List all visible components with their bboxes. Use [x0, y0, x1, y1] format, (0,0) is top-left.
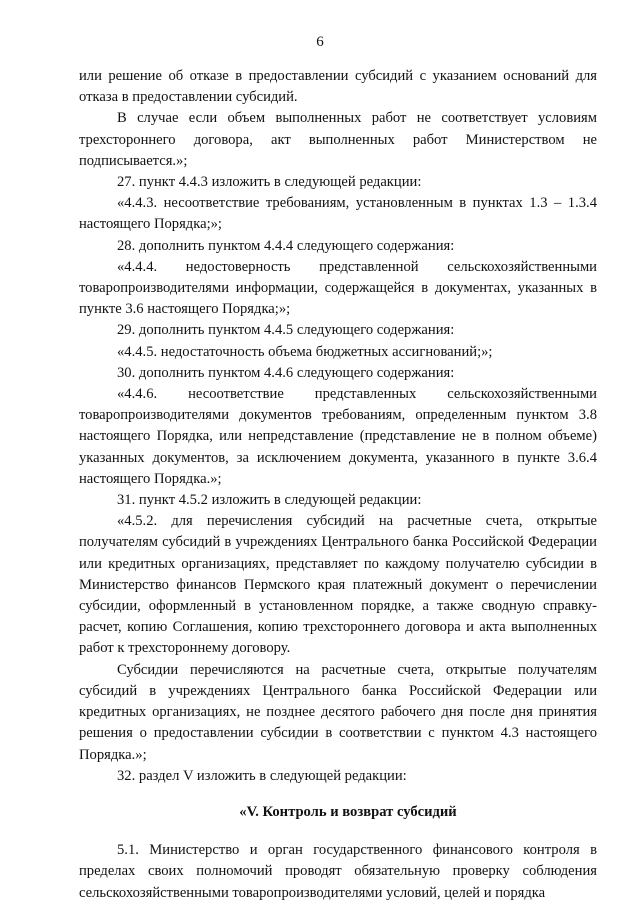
section-title: «V. Контроль и возврат субсидий [239, 803, 457, 820]
document-body [79, 66, 597, 904]
page-number: 6 [316, 34, 324, 50]
paragraph: «4.4.3. несоответствие требованиям, установленным в пунктах 1.3 – 1.3.4 настоящего Порядка;»; [79, 195, 597, 233]
paragraph: «4.4.4. недостоверность представленной сельскохозяйственными товаропроизводителями информации, содержащейся в документах, указанных в пункте 3.6 настоящего Порядка;»; [79, 258, 597, 318]
paragraph: 31. пункт 4.5.2 изложить в следующей редакции: [117, 492, 422, 509]
paragraph: 32. раздел V изложить в следующей редакции: [117, 767, 407, 784]
paragraph: «4.4.6. несоответствие представленных сельскохозяйственными товаропроизводителями документов требованиям, определенным пунктом 3.8 настоящего Порядка, или непредставление (представление не в полном объеме) указанных документов, за исключением документа, указанного в пункте 3.6.4 настоящего Порядка.»; [79, 386, 597, 487]
paragraph: 5.1. Министерство и орган государственного финансового контроля в пределах своих полномочий проводят обязательную проверку соблюдения сельскохозяйственными товаропроизводителями условий, целей и порядка [79, 842, 597, 901]
paragraph: «4.5.2. для перечисления субсидий на расчетные счета, открытые получателям субсидий в учреждениях Центрального банка Российской Федерации или кредитных организациях, представляет по каждому получателю субсидии в Министерство финансов Пермского края платежный документ о перечислении субсидии, оформленный в установленном порядке, а также сводную справку-расчет, копию Соглашения, копию трехстороннего договора и акта выполненных работ к трехстороннему договору. [79, 513, 597, 657]
paragraph: В случае если объем выполненных работ не соответствует условиям трехстороннего договора, акт выполненных работ Министерством не подписывается.»; [79, 110, 597, 169]
paragraph: 29. дополнить пунктом 4.4.5 следующего содержания: [117, 322, 455, 339]
paragraph: 27. пункт 4.4.3 изложить в следующей редакции: [117, 174, 422, 191]
paragraph: 28. дополнить пунктом 4.4.4 следующего содержания: [117, 237, 455, 254]
paragraph: или решение об отказе в предоставлении субсидий с указанием оснований для отказа в предоставлении субсидий. [79, 68, 597, 106]
paragraph: 30. дополнить пунктом 4.4.6 следующего содержания: [117, 364, 455, 381]
paragraph: Субсидии перечисляются на расчетные счета, открытые получателям субсидий в учреждениях Центрального банка Российской Федерации или кредитных организациях, не позднее десятого рабочего дня после дня принятия решения о предоставлении субсидии в соответствии с пунктом 4.3 настоящего Порядка.»; [79, 661, 597, 763]
paragraph: «4.4.5. недостаточность объема бюджетных ассигнований;»; [117, 343, 493, 360]
